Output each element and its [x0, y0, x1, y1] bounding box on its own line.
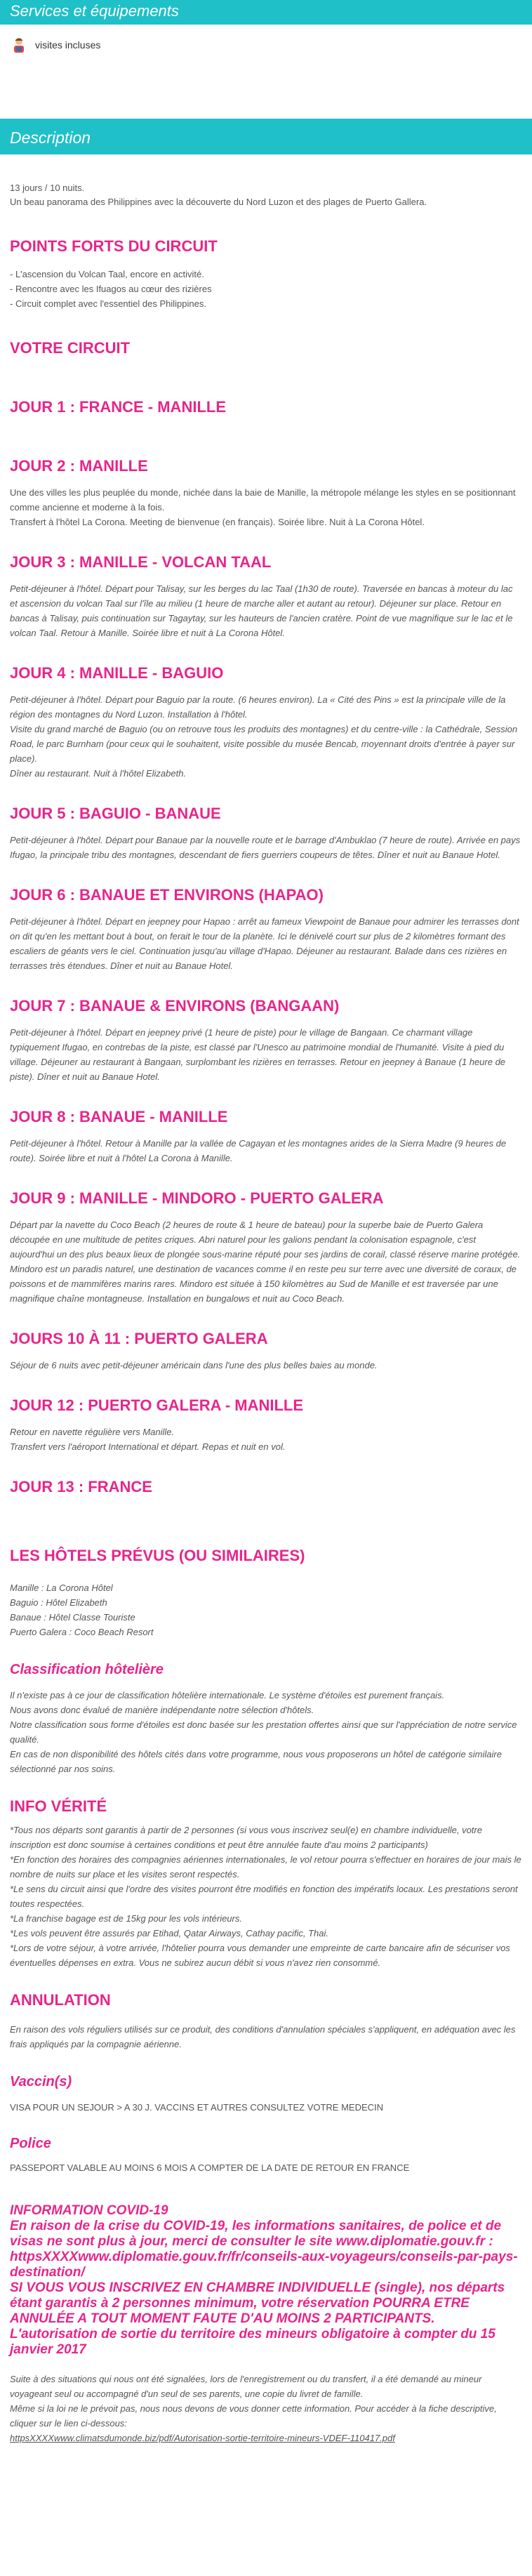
day-text: Séjour de 6 nuits avec petit-déjeuner américain dans l'une des plus belles baies au monde.	[10, 1360, 378, 1370]
circuit-title: VOTRE CIRCUIT	[10, 339, 131, 357]
covid-notice: En raison de la crise du COVID-19, les informations sanitaires, de police et de visas ne sont plus à jour, merci de consulter le site www.diplomatie.gouv.fr : httpsXXXXwww.diplomatie.gouv.fr/fr/conseils-aux-voyageurs/conseils-par-pays-destination/	[10, 2219, 518, 2280]
traveler-icon	[10, 36, 28, 54]
day-title: JOUR 2 : MANILLE	[10, 457, 148, 475]
highlight-item: - Rencontre avec les Ifuagos au cœur des rizières	[10, 284, 212, 294]
hotel-item: Banaue : Hôtel Classe Touriste	[10, 1612, 135, 1623]
covid-minors-notice: L'autorisation de sortie du territoire des mineurs obligatoire à compter du 15 janvier 2017	[10, 2327, 496, 2357]
highlight-item: - Circuit complet avec l'essentiel des Philippines.	[10, 298, 206, 309]
day-title: JOUR 8 : BANAUE - MANILLE	[10, 1108, 228, 1125]
included-label: visites incluses	[35, 39, 101, 51]
info-title: INFO VÉRITÉ	[10, 1797, 107, 1815]
hotel-item: Puerto Galera : Coco Beach Resort	[10, 1627, 154, 1637]
services-item	[0, 25, 532, 54]
intro-line: 13 jours / 10 nuits.	[10, 183, 85, 193]
day-text: Petit-déjeuner à l'hôtel. Départ en jeepney pour Hapao : arrêt au fameux Viewpoint de Banaue pour admirer les terrasses dont on dit qu'en les mettant bout à bout, on ferait le tour de la planète. Ici le dénivelé court sur plus de 2 kilomètres formant des escaliers de géants vers le ciel. Continuation jusqu'au village d'Hapao. Déjeuner au restaurant. Balade dans ces rizières en terrasses très étendues. Dîner et nuit au Banaue Hotel.	[10, 916, 519, 971]
day-title: JOUR 5 : BAGUIO - BANAUE	[10, 805, 221, 822]
covid-link[interactable]: httpsXXXXwww.climatsdumonde.biz/pdf/Autorisation-sortie-territoire-mineurs-VDEF-110417.pdf	[10, 2433, 395, 2443]
day-text: Petit-déjeuner à l'hôtel. Départ pour Talisay, sur les berges du lac Taal (1h30 de route). Traversée en bancas à moteur du lac et ascension du volcan Taal sur l'île au milieu (1 heure de marche aller et autant au retour). Déjeuner sur place. Retour en bancas à Talisay, puis continuation sur Tagaytay, sur les hauteurs de l'ancien cratère. Point de vue magnifique sur le lac et le volcan Taal. Retour à Manille. Soirée libre et nuit à La Corona Hôtel.	[10, 583, 513, 638]
day-text: Une des villes les plus peuplée du monde, nichée dans la baie de Manille, la métropole mélange les styles en se positionnant comme ancienne et moderne à la fois. Transfert à l'hôtel La Corona. Meeting de bienvenue (en français). Soirée libre. Nuit à La Corona Hôtel.	[10, 487, 516, 527]
day-title: JOUR 4 : MANILLE - BAGUIO	[10, 664, 224, 682]
info-text: *Tous nos départs sont garantis à partir de 2 personnes (si vous vous inscrivez seul(e) en chambre individuelle, votre inscription est donc soumise à certaines conditions et peut être annulée faute d'au moins 2 participants) *En fonction des horaires des compagnies aériennes internationales, le vol retour pourra s'effectuer en horaires de jour mais le nombre de nuits sur place et les visites seront respectés. *Le sens du circuit ainsi que l'ordre des visites pourront être modifiés en fonction des impératifs locaux. Les prestations seront toutes respectées. *La franchise bagage est de 15kg pour les vols intérieurs. *Les vols peuvent être assurés par Etihad, Qatar Airways, Cathay pacific, Thai. *Lors de votre séjour, à votre arrivée, l'hôtelier pourra vous demander une empreinte de carte bancaire afin de sécuriser vos éventuelles dépenses en extra. Vous ne subirez aucun débit si vous n'avez rien consommé.	[10, 1825, 521, 1968]
day-text: Petit-déjeuner à l'hôtel. Départ pour Baguio par la route. (6 heures environ). La « Cité des Pins » est la principale ville de la région des montagnes du Nord Luzon. Installation à l'hôtel. Visite du grand marché de Baguio (ou on retrouve tous les produits des montagnes) et du centre-ville : la Cathédrale, Session Road, le parc Burnham (pour ceux qui le souhaitent, visite possible du musée Bencab, moyennant droits d'entrée à payer sur place). Dîner au restaurant. Nuit à l'hôtel Elizabeth.	[10, 694, 518, 779]
classification-title: Classification hôtelière	[10, 1662, 164, 1677]
police-title: Police	[10, 2136, 51, 2151]
description-content	[0, 181, 532, 2459]
cancellation-text: En raison des vols réguliers utilisés sur ce produit, des conditions d'annulation spéciales s'appliquent, en adéquation avec les frais appliqués par la compagnie aérienne.	[10, 2024, 516, 2049]
description-header: Description	[0, 119, 532, 154]
covid-single-notice: SI VOUS VOUS INSCRIVEZ EN CHAMBRE INDIVIDUELLE (single), nos départs étant garantis à 2 personnes minimum, votre réservation POURRA ETRE ANNULÉE A TOUT MOMENT FAUTE D'AU MOINS 2 PARTICIPANTS.	[10, 2280, 505, 2326]
intro	[10, 181, 522, 209]
day-title: JOUR 6 : BANAUE ET ENVIRONS (HAPAO)	[10, 886, 324, 904]
highlight-item: - L'ascension du Volcan Taal, encore en activité.	[10, 269, 204, 279]
day-text: Petit-déjeuner à l'hôtel. Départ pour Banaue par la nouvelle route et le barrage d'Ambuklao (7 heure de route). Arrivée en pays Ifugao, la principale tribu des montagnes, descendant de fiers guerriers coupeurs de têtes. Dîner et nuit au Banaue Hotel.	[10, 835, 521, 860]
day-text: Petit-déjeuner à l'hôtel. Départ en jeepney privé (1 heure de piste) pour le village de Bangaan. Ce charmant village typiquement Ifugao, en contrebas de la piste, est classé par l'Unesco au patrimoine mondial de l'humanité. Visite à pied du village. Déjeuner au restaurant à Bangaan, surplombant les rizières en terrasses. Retour en jeepney à Banaue (1 heure de piste). Dîner et nuit au Banaue Hotel.	[10, 1027, 506, 1082]
hotels-title: LES HÔTELS PRÉVUS (OU SIMILAIRES)	[10, 1547, 305, 1564]
classification-text: Il n'existe pas à ce jour de classification hôtelière internationale. Le système d'étoiles est purement français. Nous avons donc évalué de manière indépendante notre sélection d'hôtels. Notre classification sous forme d'étoiles est donc basée sur les prestation offertes ainsi que sur l'appréciation de notre service qualité. En cas de non disponibilité des hôtels cités dans votre programme, nous vous proposerons un hôtel de catégorie similaire sélectionné par nos soins.	[10, 1690, 517, 1774]
vaccines-text: VISA POUR UN SEJOUR > A 30 J. VACCINS ET AUTRES CONSULTEZ VOTRE MEDECIN	[10, 2102, 384, 2113]
highlights-title: POINTS FORTS DU CIRCUIT	[10, 237, 218, 255]
day-text: Petit-déjeuner à l'hôtel. Retour à Manille par la vallée de Cagayan et les montagnes arides de la Sierra Madre (9 heures de route). Soirée libre et nuit à l'hôtel La Corona à Manille.	[10, 1138, 507, 1163]
highlights-list	[10, 267, 522, 311]
day-text: Retour en navette régulière vers Manille. Transfert vers l'aéroport International et départ. Repas et nuit en vol.	[10, 1427, 286, 1452]
day-title: JOURS 10 À 11 : PUERTO GALERA	[10, 1330, 268, 1347]
day-title: JOUR 7 : BANAUE & ENVIRONS (BANGAAN)	[10, 997, 340, 1015]
intro-line: Un beau panorama des Philippines avec la découverte du Nord Luzon et des plages de Puerto Gallera.	[10, 197, 427, 207]
hotels-list	[10, 1580, 522, 1639]
police-text: PASSEPORT VALABLE AU MOINS 6 MOIS A COMPTER DE LA DATE DE RETOUR EN FRANCE	[10, 2162, 410, 2173]
vaccines-title: Vaccin(s)	[10, 2074, 72, 2089]
day-title: JOUR 13 : FRANCE	[10, 1478, 152, 1495]
covid-block	[10, 2203, 522, 2445]
day-title: JOUR 9 : MANILLE - MINDORO - PUERTO GALERA	[10, 1189, 384, 1207]
day-text: Départ par la navette du Coco Beach (2 heures de route & 1 heure de bateau) pour la superbe baie de Puerto Galera découpée en une multitude de petites criques. Abri naturel pour les galions pendant la colonisation espagnole, c'est aujourd'hui un des plus beaux lieux de plongée sous-marine réputé pour ses jardins de corail, classé réserve marine protégée. Mindoro est un paradis naturel, une destination de vacances comme il en reste peu sur terre avec une diversité de coraux, de poissons et de mammifères marins rares. Mindoro est située à 150 kilomètres au Sud de Manille et est traversée par une magnifique chaîne montagneuse. Installation en bungalows et nuit au Coco Beach.	[10, 1220, 521, 1304]
day-title: JOUR 3 : MANILLE - VOLCAN TAAL	[10, 553, 272, 571]
hotel-item: Manille : La Corona Hôtel	[10, 1583, 113, 1593]
hotel-item: Baguio : Hôtel Elizabeth	[10, 1597, 107, 1608]
itinerary	[10, 398, 522, 1496]
cancellation-title: ANNULATION	[10, 1991, 111, 2009]
day-title: JOUR 1 : FRANCE - MANILLE	[10, 398, 226, 416]
day-title: JOUR 12 : PUERTO GALERA - MANILLE	[10, 1396, 304, 1414]
covid-text: Suite à des situations qui nous ont été signalées, lors de l'enregistrement ou du transfert, il a été demandé au mineur voyageant seul ou accompagné d'un seul de ses parents, une copie du livret de famille. Même si la loi ne le prévoit pas, nous nous devons de vous donner cette information. Pour accéder à la fiche descriptive, cliquer sur le lien ci-dessous:	[10, 2374, 497, 2429]
covid-title: INFORMATION COVID-19	[10, 2203, 168, 2218]
services-header: Services et équipements	[0, 0, 532, 25]
